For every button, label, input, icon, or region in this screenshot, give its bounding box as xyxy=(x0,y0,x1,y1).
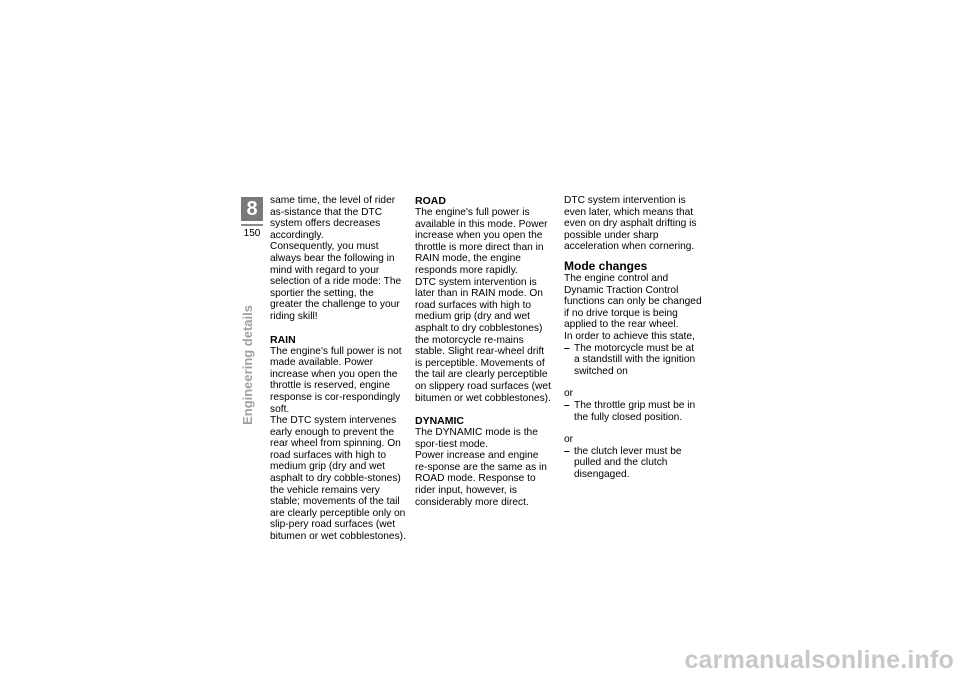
list-item: – The throttle grip must be in the fully closed position. xyxy=(564,400,702,423)
paragraph: DTC system intervention is later than in RAIN mode. On road surfaces with high to medium grip (dry and wet asphalt to dry cobblestones) the motorcycle re-mains stable. Slight rear-wheel drift is perceptible. Movements of the tail are clearly perceptible on slippery road surfaces (wet bitumen or wet cobblestones). xyxy=(415,276,551,404)
list-item: – the clutch lever must be pulled and the clutch disengaged. xyxy=(564,446,702,481)
paragraph: The DYNAMIC mode is the spor-tiest mode. xyxy=(415,427,538,450)
paragraph: DTC system intervention is even later, which means that even on dry asphalt drifting is possible under sharp acceleration when cornering. xyxy=(564,195,697,253)
or-text: or xyxy=(564,388,574,400)
list-item: – The motorcycle must be at a standstill with the ignition switched on xyxy=(564,343,702,378)
watermark: carmanualsonline.info xyxy=(684,646,954,674)
paragraph: Consequently, you must always bear the following in mind with regard to your selection of a ride mode: The sportier the setting, the greater the challenge to your riding skill! xyxy=(270,241,402,322)
road-heading: ROAD xyxy=(415,195,446,207)
paragraph: The engine control and Dynamic Traction Control functions can only be changed if no drive torque is being applied to the rear wheel. xyxy=(564,272,702,331)
paragraph: same time, the level of rider as-sistance that the DTC system offers decreases accordingly. xyxy=(270,195,396,241)
column-2 xyxy=(415,195,553,508)
mode-changes-heading: Mode changes xyxy=(564,258,648,273)
paragraph: The engine's full power is available in this mode. Power increase when you open the throttle is more direct than in RAIN mode, the engine responds more rapidly. xyxy=(415,207,548,276)
or-text: or xyxy=(564,434,574,446)
column-1 xyxy=(270,195,408,543)
dynamic-heading: DYNAMIC xyxy=(415,415,464,428)
column-3 xyxy=(564,195,702,480)
chapter-number-tab: 8 xyxy=(241,197,263,221)
paragraph: Power increase and engine re-sponse are the same as in ROAD mode. Response to rider input, however, is considerably more direct. xyxy=(415,450,547,508)
page-number: 150 xyxy=(241,224,263,239)
paragraph: The engine's full power is not made available. Power increase when you open the throttle is reserved, engine response is cor-respondingly soft. xyxy=(270,345,402,415)
rain-heading: RAIN xyxy=(270,333,296,346)
paragraph: The DTC system intervenes early enough to prevent the rear wheel from spinning. On road surfaces with high to medium grip (dry and wet asphalt to dry cobble-stones) the vehicle remains very stable; movements of the tail are clearly perceptible only on slip-pery road surfaces (wet bitumen or wet cobblestones). xyxy=(270,415,406,543)
chapter-title: Engineering details xyxy=(240,305,255,425)
paragraph: In order to achieve this state, xyxy=(564,330,695,342)
